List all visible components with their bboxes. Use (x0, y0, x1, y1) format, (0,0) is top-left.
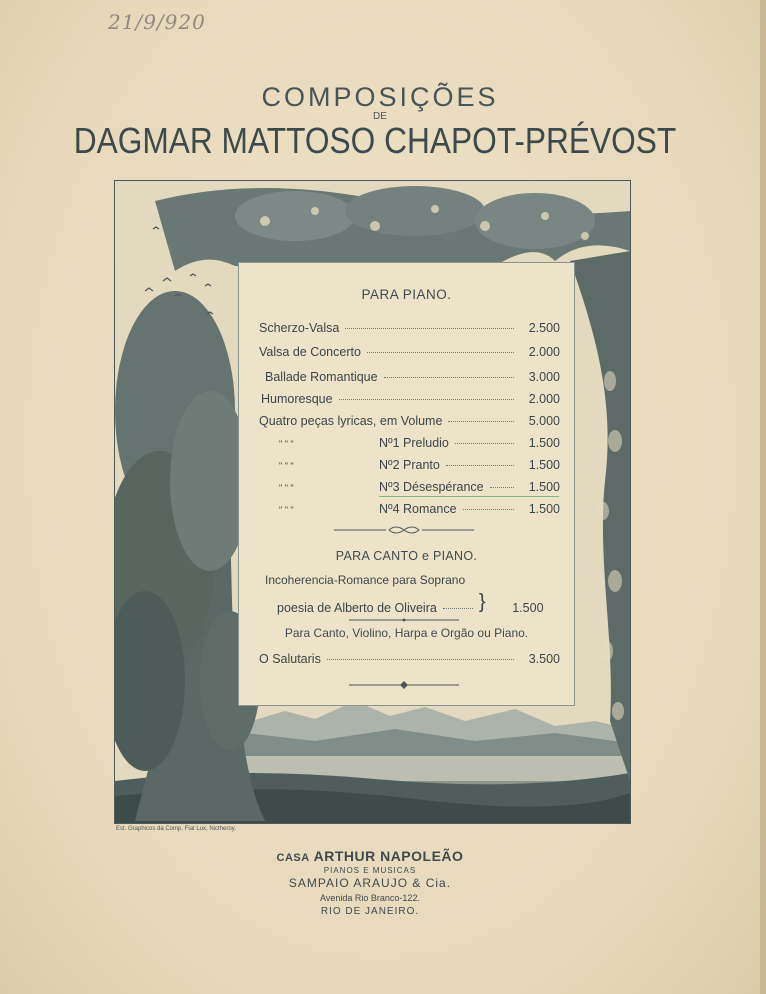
publisher-city: RIO DE JANEIRO. (320, 906, 420, 917)
leader-dots (339, 399, 514, 400)
para-canto-violino-heading: Para Canto, Violino, Harpa e Orgão ou Piano. (284, 626, 529, 640)
publisher-line-3: SAMPAIO ARAUJO & Cia. (288, 876, 452, 890)
ditto-marks: " " " (279, 439, 294, 449)
publisher-title: ARTHUR NAPOLEÃO (313, 848, 464, 864)
item-price: 3.500 (528, 652, 560, 666)
item-price: 1.500 (528, 436, 560, 450)
item-title: O Salutaris (259, 652, 321, 666)
list-item (259, 652, 560, 670)
leader-dots (367, 352, 514, 353)
item-price: 2.000 (528, 392, 560, 406)
handwritten-date: 21/9/920 (108, 10, 206, 34)
leader-dots (443, 608, 473, 609)
brace-icon: } (478, 591, 486, 613)
de-label: DE (373, 111, 387, 122)
composicoes-heading: COMPOSIÇÕES (261, 82, 499, 112)
publisher-line-2: PIANOS E MUSICAS (323, 866, 417, 875)
publisher-name (0, 848, 740, 864)
item-title: Valsa de Concerto (259, 345, 361, 359)
item-price: 2.000 (528, 345, 560, 359)
green-underline (379, 496, 559, 497)
list-item (277, 591, 560, 615)
item-price: 2.500 (528, 321, 560, 335)
leader-dots (463, 509, 514, 510)
item-title: Quatro peças lyricas, em Volume (259, 414, 443, 428)
ditto-marks: " " " (279, 461, 294, 471)
list-item (265, 370, 560, 388)
item-title: poesia de Alberto de Oliveira (277, 601, 437, 615)
para-piano-heading: PARA PIANO. (361, 287, 452, 302)
leader-dots (345, 328, 514, 329)
item-price: 1.500 (512, 601, 544, 615)
item-title: Humoresque (261, 392, 333, 406)
item-title: Nº2 Pranto (379, 458, 440, 472)
publisher-address: Avenida Rio Branco-122. (320, 893, 420, 903)
composer-name: DAGMAR MATTOSO CHAPOT-PRÉVOST (73, 120, 677, 161)
item-title: Scherzo-Valsa (259, 321, 340, 335)
list-item (259, 321, 560, 339)
list-item (259, 414, 560, 432)
item-title: Nº4 Romance (379, 502, 457, 516)
item-title: Nº3 Désespérance (379, 480, 484, 494)
bottom-divider (349, 680, 459, 690)
leader-dots (490, 487, 514, 488)
item-price: 5.000 (528, 414, 560, 428)
list-item (279, 458, 560, 476)
leader-dots (448, 421, 514, 422)
item-title: Nº1 Preludio (379, 436, 449, 450)
item-price: 1.500 (528, 480, 560, 494)
ditto-marks: " " " (279, 483, 294, 493)
item-price: 1.500 (528, 458, 560, 472)
leader-dots (384, 377, 514, 378)
item-title: Ballade Romantique (265, 370, 378, 384)
leader-dots (455, 443, 514, 444)
ditto-marks: " " " (279, 505, 294, 515)
price-list-panel (238, 262, 575, 706)
item-price: 1.500 (528, 502, 560, 516)
list-item (261, 392, 560, 410)
list-item (279, 436, 560, 454)
small-divider (349, 615, 459, 625)
para-canto-heading: PARA CANTO e PIANO. (335, 549, 478, 563)
list-item (259, 345, 560, 363)
publisher-casa: CASA (276, 852, 310, 864)
list-item (279, 502, 560, 520)
leader-dots (327, 659, 514, 660)
leader-dots (446, 465, 514, 466)
ornament-divider (334, 525, 474, 535)
canto-line-1: Incoherencia-Romance para Soprano (265, 573, 466, 587)
printer-imprint: Est. Graphicos da Comp. Fiat Lux, Nictheroy. (116, 826, 236, 832)
item-price: 3.000 (528, 370, 560, 384)
